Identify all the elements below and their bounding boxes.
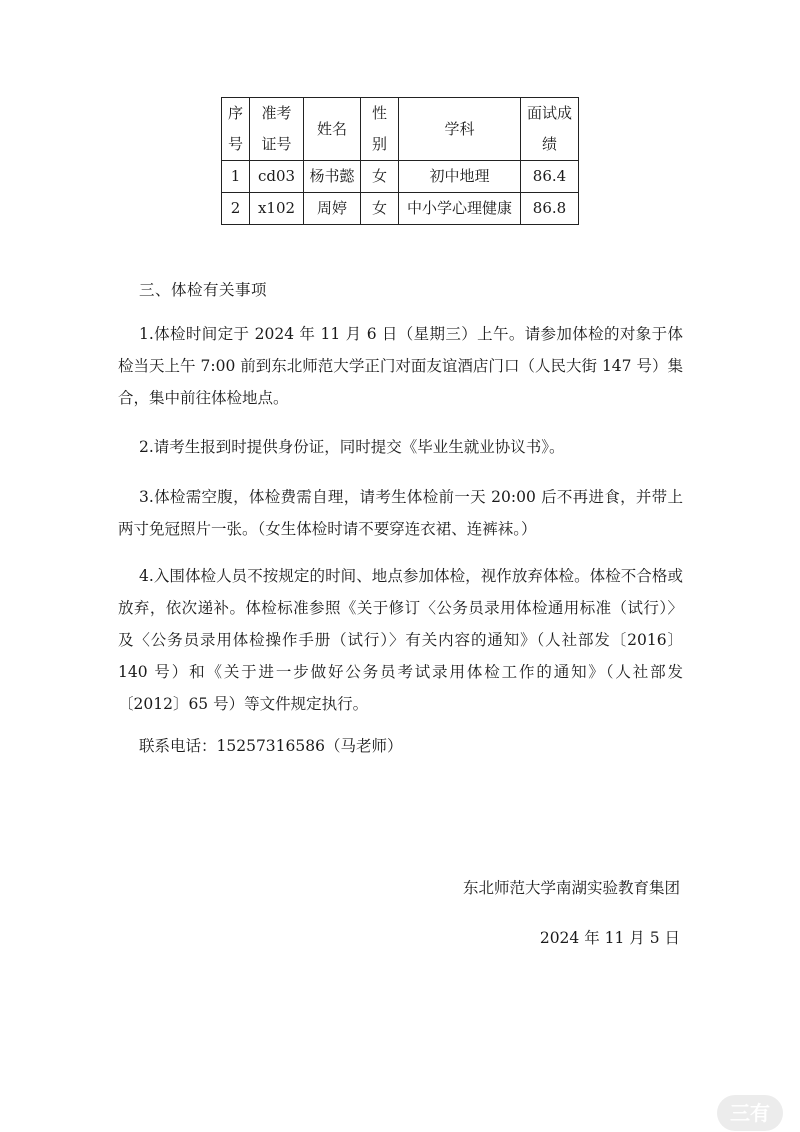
paragraph-documents: 2.请考生报到时提供身份证，同时提交《毕业生就业协议书》。 <box>139 438 565 456</box>
table-row <box>222 193 579 225</box>
header-seq: 序 号 <box>222 98 250 161</box>
cell-subject: 中小学心理健康 <box>399 193 521 225</box>
paragraph-fasting: 3.体检需空腹，体检费需自理，请考生体检前一天 20:00 后不再进食，并带上两寸免冠照片一张。（女生体检时请不要穿连衣裙、连裤袜。） <box>118 488 683 538</box>
cell-ticket: x102 <box>250 193 304 225</box>
header-score: 面试成 绩 <box>521 98 579 161</box>
cell-subject: 初中地理 <box>399 161 521 193</box>
header-subject: 学科 <box>399 98 521 161</box>
cell-name: 杨书懿 <box>304 161 361 193</box>
header-gender: 性 别 <box>361 98 399 161</box>
cell-score: 86.4 <box>521 161 579 193</box>
paragraph-standards: 4.入围体检人员不按规定的时间、地点参加体检，视作放弃体检。体检不合格或放弃，依次递补。体检标准参照《关于修订〈公务员录用体检通用标准（试行）〉及〈公务员录用体检操作手册（试行）〉有关内容的通知》（人社部发〔2016〕140 号）和《关于进一步做好公务员考试录用体检工作的通知》（人社部发〔2012〕65 号）等文件规定执行。 <box>118 567 683 713</box>
contact-phone: 联系电话：15257316586（马老师） <box>139 737 403 755</box>
table-header-row <box>222 98 579 161</box>
cell-gender: 女 <box>361 161 399 193</box>
table-row <box>222 161 579 193</box>
cell-score: 86.8 <box>521 193 579 225</box>
paragraph-exam-time: 1.体检时间定于 2024 年 11 月 6 日（星期三）上午。请参加体检的对象于体检当天上午 7:00 前到东北师范大学正门对面友谊酒店门口（人民大街 147 号）集合，集中前往体检地点。 <box>118 325 683 407</box>
result-table <box>221 97 579 225</box>
header-name: 姓名 <box>304 98 361 161</box>
cell-ticket: cd03 <box>250 161 304 193</box>
watermark-logo: 三有 <box>717 1095 783 1131</box>
cell-seq: 2 <box>222 193 250 225</box>
cell-gender: 女 <box>361 193 399 225</box>
section-title: 三、体检有关事项 <box>139 281 268 299</box>
cell-seq: 1 <box>222 161 250 193</box>
cell-name: 周婷 <box>304 193 361 225</box>
signature-date: 2024 年 11 月 5 日 <box>539 929 680 947</box>
header-ticket: 准考 证号 <box>250 98 304 161</box>
signature-org: 东北师范大学南湖实验教育集团 <box>462 879 680 897</box>
